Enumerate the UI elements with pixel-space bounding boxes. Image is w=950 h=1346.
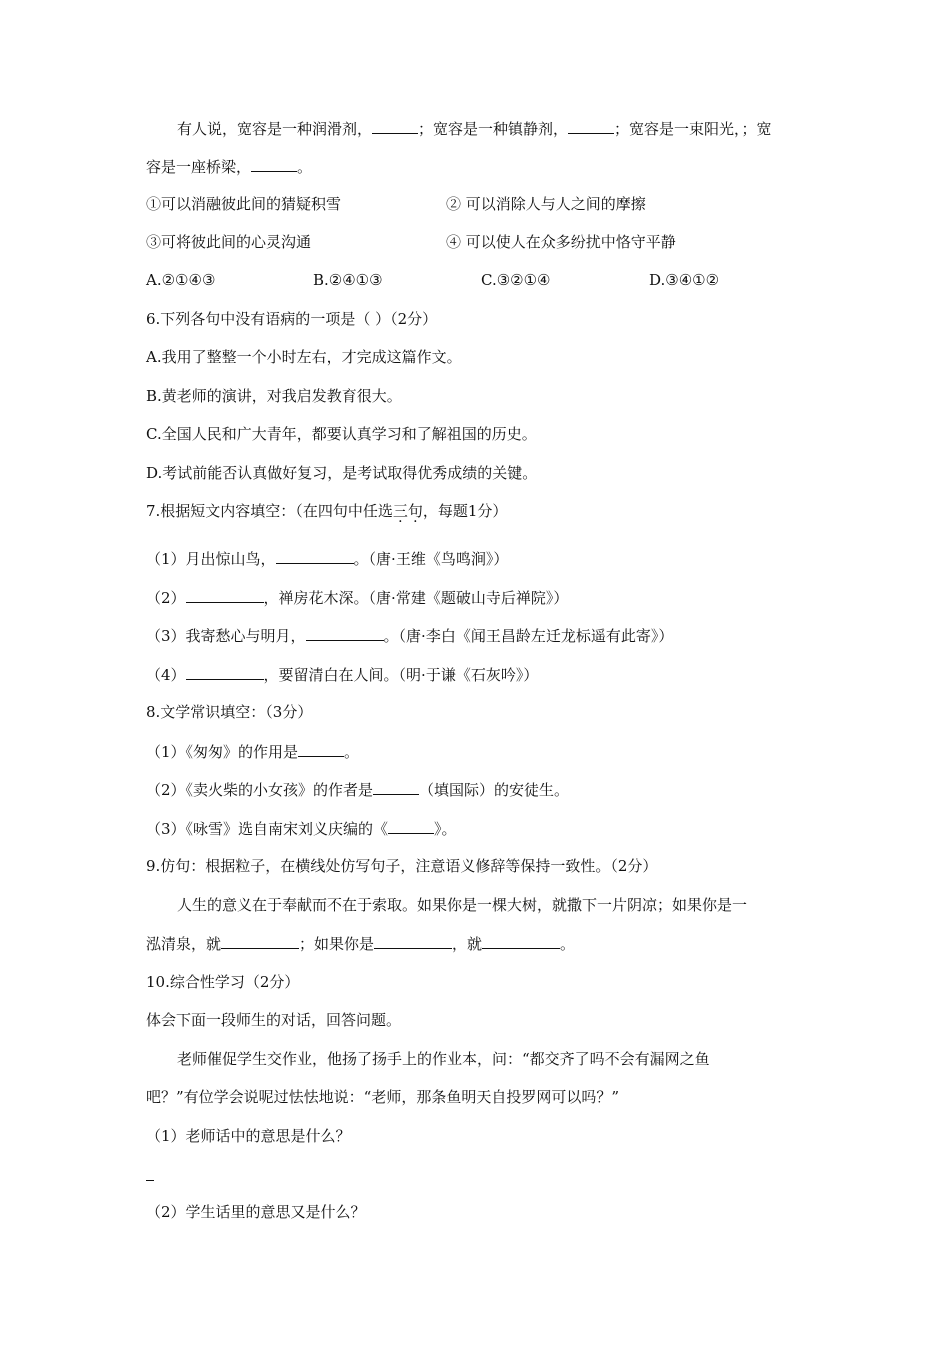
text: （3）我寄愁心与明月，: [146, 627, 306, 645]
phrase-3: ③可将彼此间的心灵沟通: [146, 233, 312, 251]
q8-line2: [146, 779, 569, 800]
text: ，就: [452, 935, 483, 953]
text: 。（唐·李白《闻王昌龄左迁龙标遥有此寄》）: [383, 627, 674, 645]
text: 泓清泉，就: [146, 935, 222, 953]
blank[interactable]: [568, 118, 614, 134]
text: ；宽容是一束阳光，；宽: [614, 120, 772, 138]
text: （1）月出惊山鸟，: [146, 550, 276, 568]
phrase-2: ② 可以消除人与人之间的摩擦: [446, 195, 646, 213]
q8-line1: [146, 741, 359, 762]
q10-intro: 体会下面一段师生的对话，回答问题。: [146, 1011, 402, 1029]
q7-line4: [146, 664, 538, 685]
text: 。: [560, 935, 576, 953]
phrase-4: ④ 可以使人在众多纷扰中恪守平静: [446, 233, 676, 251]
q7-line1: [146, 548, 508, 569]
text: 7.根据短文内容填空：（在四句中任选: [146, 502, 393, 520]
text: （3）《咏雪》选自南宋刘义庆编的《: [146, 820, 389, 838]
q5-option-d[interactable]: D.③④①②: [649, 271, 720, 289]
text: （4）: [146, 666, 186, 684]
text: ；宽容是一种镇静剂，: [418, 120, 569, 138]
blank[interactable]: [374, 933, 452, 949]
emphasis-char: 句: [407, 502, 423, 520]
blank[interactable]: [373, 779, 419, 795]
answer-line[interactable]: [146, 1180, 154, 1181]
blank[interactable]: [186, 664, 264, 680]
intro-paragraph-line2: [146, 156, 312, 177]
q6-stem: 6.下列各句中没有语病的一项是（ ）（2分）: [146, 310, 438, 328]
q6-option-d[interactable]: D.考试前能否认真做好复习，是考试取得优秀成绩的关键。: [146, 464, 538, 482]
q9-paragraph-line1: 人生的意义在于奉献而不在于索取。如果你是一棵大树，就撒下一片阴凉；如果你是一: [177, 896, 748, 914]
text: （2）《卖火柴的小女孩》的作者是: [146, 781, 374, 799]
q10-sub1: （1）老师话中的意思是什么？: [146, 1127, 351, 1145]
blank[interactable]: [186, 587, 264, 603]
q7-line2: [146, 587, 568, 608]
text: 》。: [434, 820, 457, 838]
q5-option-a[interactable]: A.②①④③: [146, 271, 216, 289]
q5-option-c[interactable]: C.③②①④: [481, 271, 551, 289]
blank[interactable]: [251, 156, 297, 172]
q7-line3: [146, 625, 673, 646]
q8-line3: [146, 818, 457, 839]
text: ，禅房花木深。（唐·常建《题破山寺后禅院》）: [263, 589, 569, 607]
text: ；如果你是: [299, 935, 375, 953]
emphasis-char: 三: [392, 502, 408, 520]
q10-sub2: （2）学生话里的意思又是什么？: [146, 1203, 366, 1221]
intro-paragraph-line1: [177, 118, 772, 139]
phrase-1: ①可以消融彼此间的猜疑积雪: [146, 195, 342, 213]
q10-dialogue-line2: 吧？”有位学会说呢过怯怯地说：“老师，那条鱼明天自投罗网可以吗？”: [146, 1088, 620, 1106]
q6-option-a[interactable]: A.我用了整整一个小时左右，才完成这篇作文。: [146, 348, 462, 366]
q6-option-c[interactable]: C.全国人民和广大青年，都要认真学习和了解祖国的历史。: [146, 425, 537, 443]
text: （2）: [146, 589, 186, 607]
text: ，要留清白在人间。（明·于谦《石灰吟》）: [263, 666, 539, 684]
blank[interactable]: [306, 625, 384, 641]
text: 有人说，宽容是一种润滑剂，: [177, 120, 373, 138]
blank[interactable]: [482, 933, 560, 949]
blank[interactable]: [276, 548, 354, 564]
blank[interactable]: [298, 741, 344, 757]
q9-paragraph-line2: [146, 933, 575, 954]
blank[interactable]: [221, 933, 299, 949]
blank[interactable]: [372, 118, 418, 134]
q8-stem: 8.文学常识填空：（3分）: [146, 703, 313, 721]
text: （填国际）的安徒生。: [419, 781, 570, 799]
text: 容是一座桥梁，: [146, 158, 252, 176]
q10-dialogue-line1: 老师催促学生交作业，他扬了扬手上的作业本，问：“都交齐了吗不会有漏网之鱼: [177, 1050, 710, 1068]
q10-stem: 10.综合性学习（2分）: [146, 973, 300, 991]
q5-option-b[interactable]: B.②④①③: [313, 271, 383, 289]
text: 。（唐·王维《鸟鸣涧》）: [353, 550, 509, 568]
text: （1）《匆匆》的作用是: [146, 743, 299, 761]
text: ，每题1分）: [422, 502, 508, 520]
text: 。: [297, 158, 313, 176]
blank[interactable]: [388, 818, 434, 834]
q9-stem: 9.仿句：根据粒子，在横线处仿写句子，注意语义修辞等保持一致性。（2分）: [146, 857, 658, 875]
text: 。: [344, 743, 360, 761]
q7-stem: [146, 501, 507, 521]
q6-option-b[interactable]: B.黄老师的演讲，对我启发教育很大。: [146, 387, 402, 405]
